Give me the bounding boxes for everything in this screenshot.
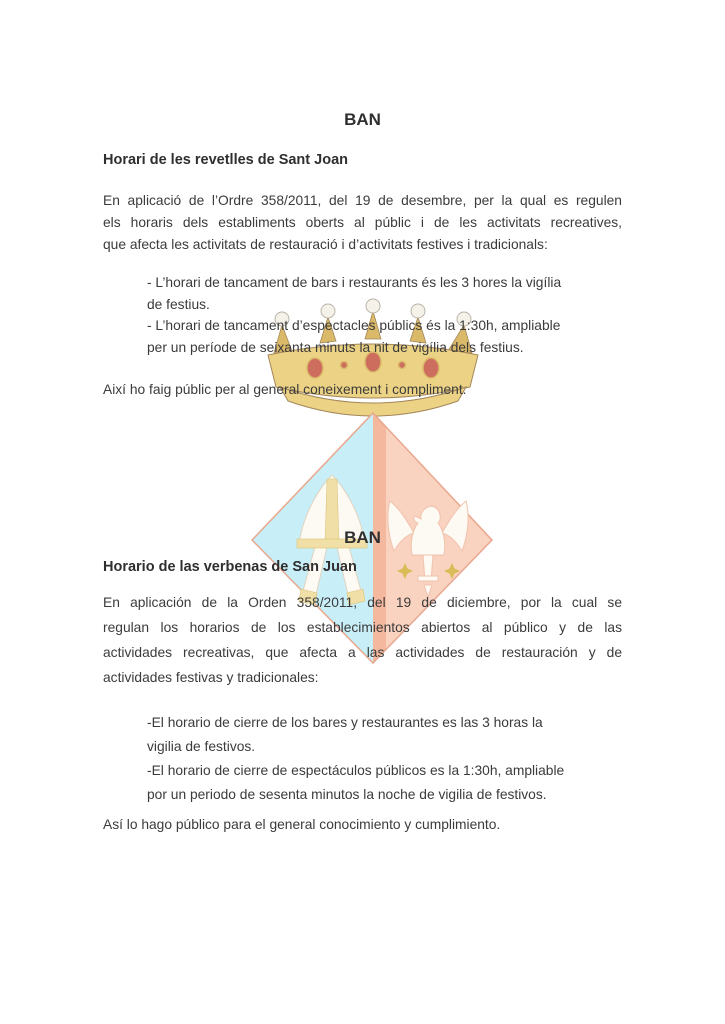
section-title-spanish: BAN	[344, 528, 381, 547]
bullet-line: -El horario de cierre de espectáculos públicos es la 1:30h, ampliable	[147, 763, 565, 778]
closing-line-spanish: Así lo hago público para el general conocimiento y cumplimiento.	[103, 817, 501, 832]
text-line: actividades festivas y tradicionales:	[103, 670, 319, 685]
bullet-list-catalan	[147, 272, 639, 358]
bullet-line: -El horario de cierre de los bares y restaurantes es las 3 horas la	[147, 715, 543, 730]
bullet-line: - L’horari de tancament de bars i restaurants és les 3 hores la vigília	[147, 275, 562, 290]
text-line: que afecta les activitats de restauració i d’activitats festives i tradicionals:	[103, 237, 548, 252]
text-line: actividades recreativas, que afecta a las actividades de restauración y de	[103, 645, 622, 660]
section-heading-spanish: Horario de las verbenas de San Juan	[103, 559, 357, 575]
bullet-line: - L’horari de tancament d’espectacles públics és la 1:30h, ampliable	[147, 318, 561, 333]
closing-line-catalan: Així ho faig públic per al general coneixement i compliment.	[103, 382, 467, 397]
bullet-line: per un període de seixanta minuts la nit de vigília dels festius.	[147, 339, 524, 355]
bullet-line: vigilia de festivos.	[147, 739, 256, 754]
section-heading-catalan: Horari de les revetlles de Sant Joan	[103, 152, 348, 168]
intro-paragraph-catalan	[103, 190, 622, 256]
bullet-list-spanish	[147, 711, 639, 807]
text-line: els horaris dels establiments oberts al públic i de les activitats recreatives,	[103, 215, 622, 230]
bullet-line: de festius.	[147, 296, 210, 312]
bullet-line: por un periodo de sesenta minutos la noche de vigilia de festivos.	[147, 787, 547, 802]
text-line: En aplicació de l’Ordre 358/2011, del 19 de desembre, per la qual es regulen	[103, 193, 622, 208]
text-line: regulan los horarios de los establecimientos abiertos al público y de las	[103, 620, 622, 635]
text-line: En aplicación de la Orden 358/2011, del 19 de diciembre, por la cual se	[103, 595, 622, 610]
intro-paragraph-spanish	[103, 590, 622, 690]
section-title-catalan: BAN	[344, 110, 381, 129]
